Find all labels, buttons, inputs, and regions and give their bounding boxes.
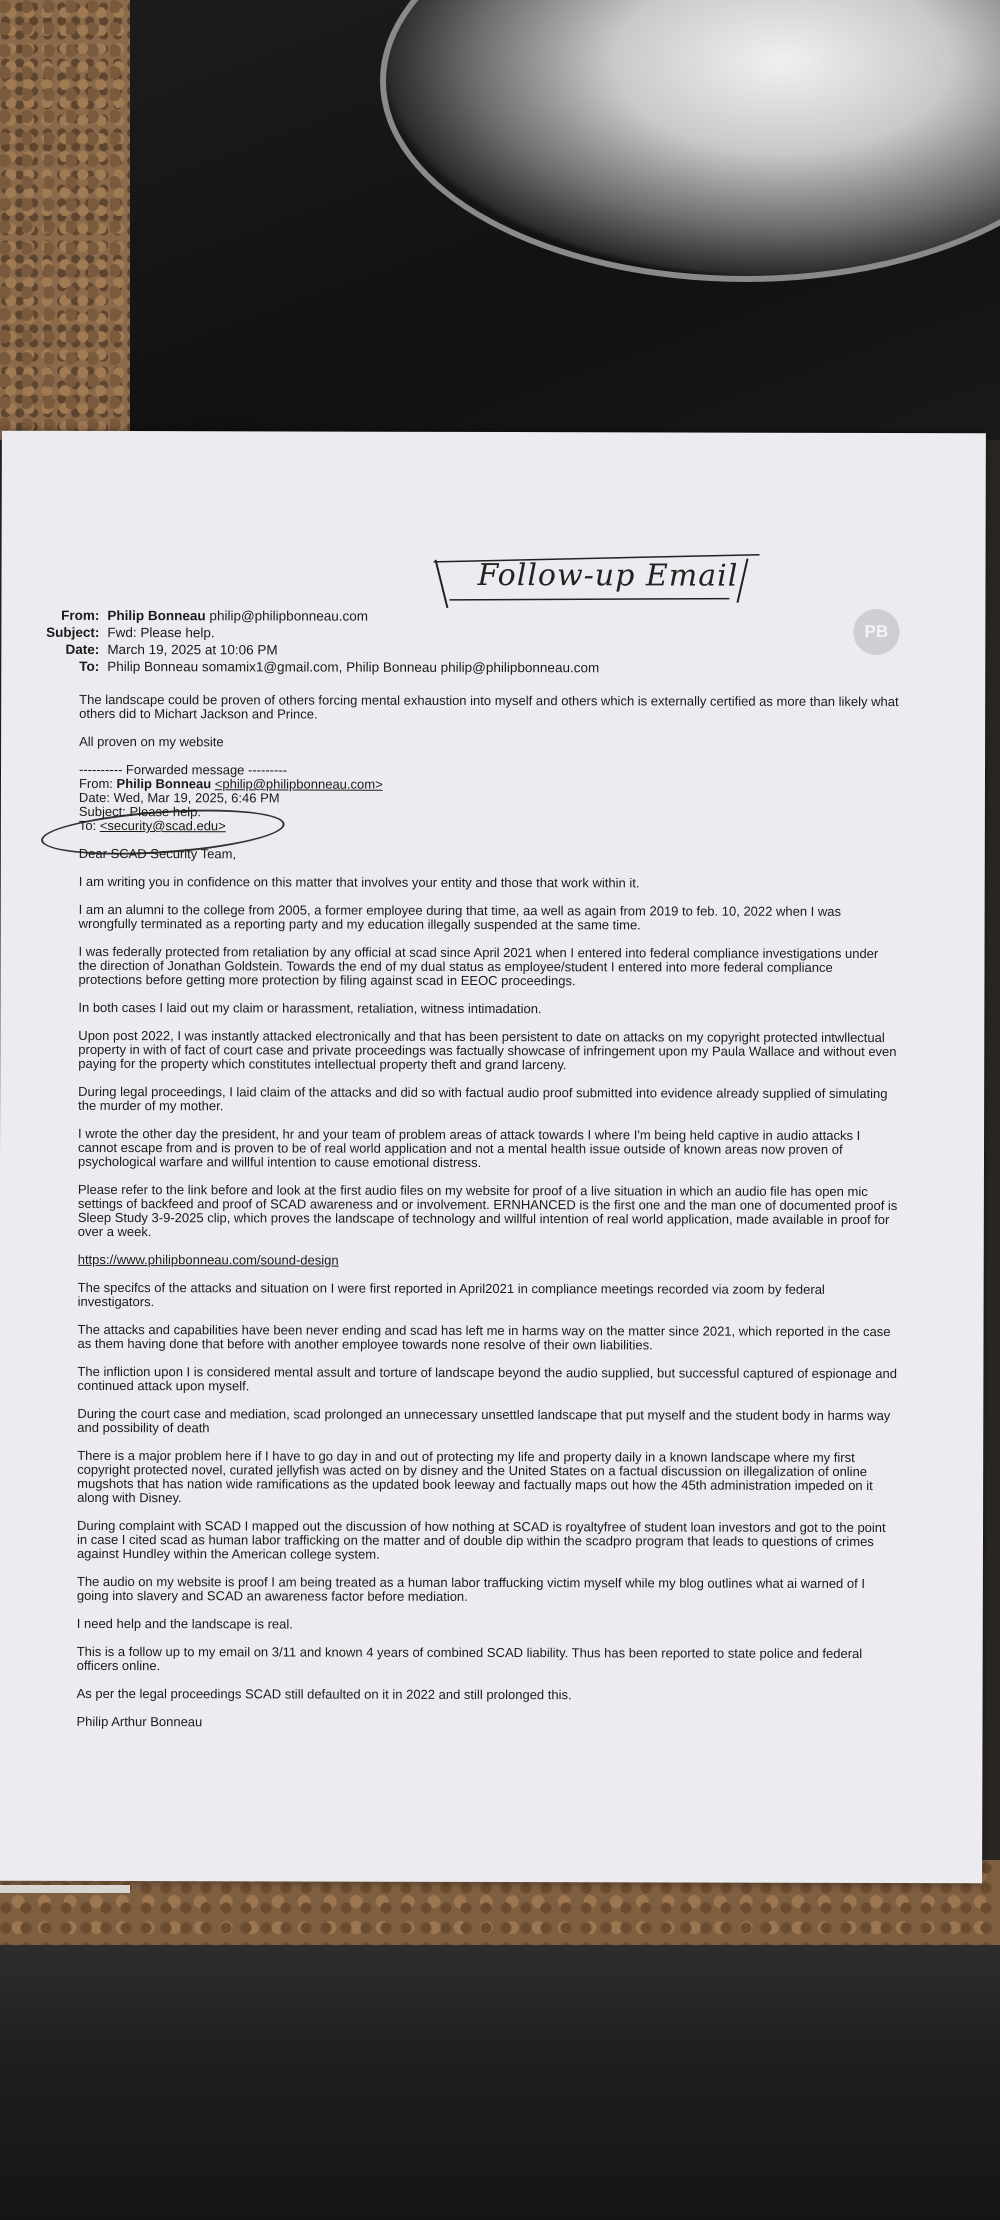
handwritten-annotation	[429, 550, 769, 611]
body-paragraph: There is a major problem here if I have to go day in and out of protecting my life and property daily in a known landscape where my first copyright protected novel, curated jellyfish was acted on by disney and the United States on a factual discussion on illegalization of online mugshots that has nation wide ramifications as the updated book leeway and factually maps out how the 45th administration impeded on it along with Disney.	[77, 1447, 873, 1506]
intro-paragraph: All proven on my website	[79, 733, 224, 750]
header-to-row	[1, 658, 985, 678]
to-value: Philip Bonneau somamix1@gmail.com, Philip Bonneau philip@philipbonneau.com	[107, 658, 600, 676]
body-paragraph: In both cases I laid out my claim or harassment, retaliation, witness intimadation.	[78, 999, 542, 1017]
body-paragraph: The audio on my website is proof I am being treated as a human labor traffucking victim myself while my blog outlines what ai warned of I going into slavery and SCAD an awareness factor before mediation.	[76, 1573, 865, 1604]
from-name: Philip Bonneau	[107, 607, 206, 624]
date-label: Date:	[65, 641, 100, 657]
email-header	[1, 607, 985, 678]
avatar: PB	[853, 609, 899, 655]
from-email: philip@philipbonneau.com	[209, 608, 369, 624]
from-label: From:	[61, 607, 100, 623]
fwd-to-label: To:	[78, 817, 97, 833]
fwd-date: Date: Wed, Mar 19, 2025, 6:46 PM	[78, 789, 280, 806]
body-paragraph: Please refer to the link before and look at the first audio files on my website for proof of a live situation in which an audio file has open mic settings of backfeed and proof of SCAD awareness and or involvement. ERNHANCED is the first one and the man one of documented proof is Sleep Study 3-9-2025 clip, which proves the landscape of technology and willful intention of real world application, made available in proof for over a week.	[77, 1181, 898, 1240]
body-paragraph: During complaint with SCAD I mapped out the discussion of how nothing at SCAD is royaltyfree of student loan investors and got to the point in case I cited scad as human labor trafficking on the matter and of double dip within the scadpro program that leads to questions of crimes against Hundley within the American college system.	[76, 1517, 886, 1562]
body-paragraph: I need help and the landscape is real.	[76, 1615, 293, 1632]
subject-label: Subject:	[46, 624, 100, 640]
dark-fabric-foreground	[0, 1945, 1000, 2220]
body-paragraph: I am writing you in confidence on this matter that involves your entity and those that work within it.	[78, 873, 640, 891]
body-paragraph: During the court case and mediation, scad prolonged an unnecessary unsettled landscape that put myself and the student body in harms way and possibility of death	[77, 1405, 891, 1436]
body-paragraph: During legal proceedings, I laid claim of the attacks and did so with factual audio proof submitted into evidence already supplied of simulating the murder of my mother.	[78, 1083, 888, 1114]
body-paragraph: Upon post 2022, I was instantly attacked electronically and that has been persistent to date on attacks on my copyright protected intwllectual property in with of fact of court case and private proceedings was factually showcase of infringement upon my Paula Wallace and without even paying for the property which constitutes intellectual property theft and grand larceny.	[78, 1027, 897, 1073]
fwd-from-name: Philip Bonneau	[116, 776, 212, 792]
fwd-subject: Subject: Please help.	[78, 803, 202, 820]
fwd-to-email-link[interactable]: <security@scad.edu>	[99, 817, 226, 834]
body-paragraph: This is a follow up to my email on 3/11 and known 4 years of combined SCAD liability. Thus has been reported to state police and federal officers online.	[76, 1643, 863, 1674]
body-paragraph: The specifcs of the attacks and situation on I were first reported in April2021 in compliance meetings recorded via zoom by federal investigators.	[77, 1279, 825, 1310]
fwd-from-label: From:	[78, 775, 113, 792]
subject-value: Fwd: Please help.	[107, 624, 215, 641]
body-paragraph: Dear SCAD Security Team,	[78, 845, 237, 862]
body-paragraph: I am an alumni to the college from 2005, a former employee during that time, aa well as again from 2019 to feb. 10, 2022 when I was wrongfully terminated as a reporting party and my education illegally suspended at the same time.	[78, 901, 842, 933]
countertop-background	[0, 0, 140, 440]
forwarded-block	[79, 763, 899, 835]
body-paragraph: The infliction upon I is considered mental assult and torture of landscape beyond the audio supplied, but successful captured of espionage and continued attack upon myself.	[77, 1363, 898, 1394]
body-paragraph: I was federally protected from retaliation by any official at scad since April 2021 when I entered into federal compliance investigations under the direction of Jonathan Goldstein. Towards the end of my dual status as employee/student I entered into more federal compliance protections before getting more protection by filing against scad in EEOC proceedings.	[78, 943, 879, 989]
paper-edge-strip	[0, 1885, 130, 1893]
body-paragraph: The attacks and capabilities have been never ending and scad has left me in harms way on the matter since 2021, which reported in the case as them having done that before with another employee towards none resolve of their own liabilities.	[77, 1321, 891, 1353]
printed-email-page	[0, 431, 986, 1884]
to-label: To:	[79, 658, 100, 674]
signature: Philip Arthur Bonneau	[76, 1713, 203, 1730]
body-paragraph: As per the legal proceedings SCAD still defaulted on it in 2022 and still prolonged this.	[76, 1685, 572, 1703]
annotation-text: Follow-up Email	[477, 557, 739, 594]
forwarded-marker: ---------- Forwarded message ---------	[78, 761, 288, 778]
intro-paragraph: The landscape could be proven of others forcing mental exhaustion into myself and others which is externally certified as more than likely what others did to Michart Jackson and Prince.	[79, 691, 899, 722]
sound-design-link[interactable]: https://www.philipbonneau.com/sound-design	[77, 1251, 339, 1268]
email-body	[76, 693, 899, 1745]
fwd-from-email-link[interactable]: <philip@philipbonneau.com>	[214, 776, 383, 792]
date-value: March 19, 2025 at 10:06 PM	[107, 641, 278, 658]
body-paragraph: I wrote the other day the president, hr and your team of problem areas of attack towards I where I'm being held captive in audio attacks I cannot escape from and is proven to be of real world application and not a mental health issue outside of known areas now proven of psychological warfare and willful intention to cause emotional distress.	[77, 1125, 861, 1170]
